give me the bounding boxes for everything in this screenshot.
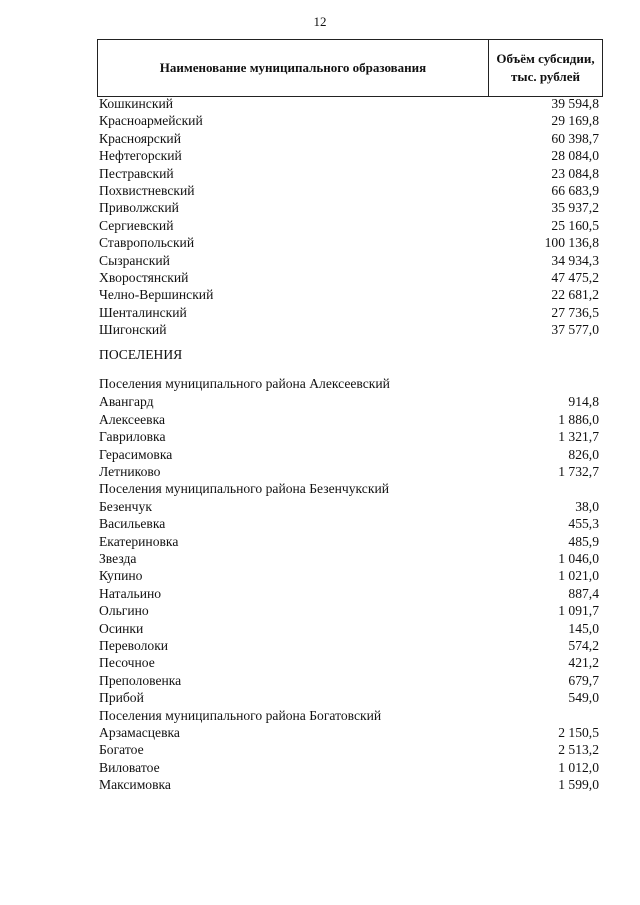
- group-title-text: Поселения муниципального района Безенчукский: [99, 481, 389, 497]
- row-value: 1 886,0: [558, 411, 599, 427]
- row-value: 679,7: [568, 672, 599, 688]
- row-value: 22 681,2: [551, 287, 599, 303]
- row-value: 1 321,7: [558, 429, 599, 445]
- table-row: [99, 286, 599, 303]
- table-row: [99, 550, 599, 567]
- row-name: Челно-Вершинский: [99, 287, 214, 303]
- row-value: 23 084,8: [551, 165, 599, 181]
- row-value: 29 169,8: [551, 113, 599, 129]
- row-name: Преполовенка: [99, 672, 182, 688]
- row-name: Хворостянский: [99, 269, 189, 285]
- row-name: Купино: [99, 568, 143, 584]
- row-name: Екатериновка: [99, 533, 179, 549]
- row-value: 1 091,7: [558, 603, 599, 619]
- table-row: [99, 759, 599, 776]
- row-value: 38,0: [575, 498, 599, 514]
- row-name: Сызранский: [99, 252, 170, 268]
- districts-list: [99, 95, 599, 338]
- row-name: Ольгино: [99, 603, 149, 619]
- row-name: Ставропольский: [99, 235, 195, 251]
- row-value: 421,2: [568, 655, 599, 671]
- row-name: Гавриловка: [99, 429, 166, 445]
- table-row: [99, 112, 599, 129]
- group-title-text: Поселения муниципального района Богатовский: [99, 707, 382, 723]
- row-value: 914,8: [568, 394, 599, 410]
- row-value: 2 513,2: [558, 742, 599, 758]
- table-row: [99, 637, 599, 654]
- table-row: [99, 672, 599, 689]
- table-row: [99, 165, 599, 182]
- row-name: Приволжский: [99, 200, 179, 216]
- header-name-column: Наименование муниципального образования: [159, 60, 427, 75]
- row-value: 826,0: [568, 446, 599, 462]
- table-row: [99, 498, 599, 515]
- row-value: 1 599,0: [558, 777, 599, 793]
- row-name: Красноярский: [99, 130, 181, 146]
- table-row: [99, 269, 599, 286]
- row-value: 60 398,7: [551, 130, 599, 146]
- row-name: Виловатое: [99, 759, 160, 775]
- table-row: [99, 776, 599, 793]
- table-row: [99, 411, 599, 428]
- group-title: Поселения муниципального района Алексеевский: [99, 376, 390, 392]
- row-name: Нефтегорский: [99, 148, 182, 164]
- row-value: 34 934,3: [551, 252, 599, 268]
- row-name: Натальино: [99, 585, 162, 601]
- table-row: [99, 724, 599, 741]
- group-title: [99, 707, 599, 724]
- row-name: Песочное: [99, 655, 155, 671]
- row-name: Алексеевка: [99, 411, 166, 427]
- row-value: 1 012,0: [558, 759, 599, 775]
- table-row: [99, 182, 599, 199]
- table-row: [99, 533, 599, 550]
- row-name: Переволоки: [99, 637, 169, 653]
- table-row: [99, 393, 599, 410]
- table-row: [99, 620, 599, 637]
- row-name: Красноармейский: [99, 113, 203, 129]
- row-value: 37 577,0: [551, 322, 599, 338]
- table-row: [99, 321, 599, 338]
- row-name: Авангард: [99, 394, 154, 410]
- group-title: [99, 480, 599, 497]
- row-value: 455,3: [568, 516, 599, 532]
- header-value-line1: Объём субсидии,: [496, 51, 595, 66]
- table-row: [99, 463, 599, 480]
- row-value: 25 160,5: [551, 217, 599, 233]
- row-name: Герасимовка: [99, 446, 173, 462]
- table-header: [97, 39, 603, 97]
- group-bogatovsky: [99, 707, 599, 794]
- table-row: [99, 585, 599, 602]
- row-value: 574,2: [568, 637, 599, 653]
- table-row: [99, 252, 599, 269]
- row-name: Звезда: [99, 550, 137, 566]
- header-value-line2: тыс. рублей: [511, 69, 580, 84]
- table-row: [99, 602, 599, 619]
- row-value: 28 084,0: [551, 148, 599, 164]
- group-alekseevsky: [99, 372, 599, 480]
- row-name: Богатое: [99, 742, 144, 758]
- row-value: 485,9: [568, 533, 599, 549]
- row-name: Шенталинский: [99, 304, 187, 320]
- row-value: 887,4: [568, 585, 599, 601]
- row-value: 100 136,8: [544, 235, 599, 251]
- row-value: 39 594,8: [551, 96, 599, 111]
- row-name: Осинки: [99, 620, 144, 636]
- row-value: 549,0: [568, 690, 599, 706]
- header-value-column: [489, 40, 602, 96]
- table-body: [99, 95, 599, 793]
- table-row: [99, 130, 599, 147]
- row-name: Васильевка: [99, 516, 166, 532]
- row-value: 145,0: [568, 620, 599, 636]
- section-title: ПОСЕЛЕНИЯ: [99, 347, 183, 363]
- row-value: 47 475,2: [551, 269, 599, 285]
- row-name: Пестравский: [99, 165, 174, 181]
- table-row: [99, 654, 599, 671]
- row-name: Прибой: [99, 690, 144, 706]
- row-name: Кошкинский: [99, 96, 173, 111]
- row-name: Безенчук: [99, 498, 152, 514]
- page-number: 12: [313, 14, 327, 29]
- table-row: [99, 741, 599, 758]
- row-name: Похвистневский: [99, 182, 195, 198]
- row-value: 35 937,2: [551, 200, 599, 216]
- table-row: [99, 147, 599, 164]
- table-row: [99, 567, 599, 584]
- row-value: 1 732,7: [558, 464, 599, 480]
- table-row: [99, 199, 599, 216]
- table-row: [99, 515, 599, 532]
- row-name: Летниково: [99, 464, 161, 480]
- row-value: 66 683,9: [551, 182, 599, 198]
- table-row: [99, 428, 599, 445]
- table-row: [99, 304, 599, 321]
- row-name: Максимовка: [99, 777, 171, 793]
- row-value: 27 736,5: [551, 304, 599, 320]
- row-name: Шигонский: [99, 322, 167, 338]
- table-row: [99, 234, 599, 251]
- table-row: [99, 95, 599, 112]
- row-value: 1 046,0: [558, 550, 599, 566]
- group-bezenchuksky: [99, 480, 599, 706]
- row-value: 2 150,5: [558, 724, 599, 740]
- table-row: [99, 689, 599, 706]
- row-name: Сергиевский: [99, 217, 174, 233]
- row-name: Арзамасцевка: [99, 724, 180, 740]
- row-value: 1 021,0: [558, 568, 599, 584]
- table-row: [99, 446, 599, 463]
- table-row: [99, 217, 599, 234]
